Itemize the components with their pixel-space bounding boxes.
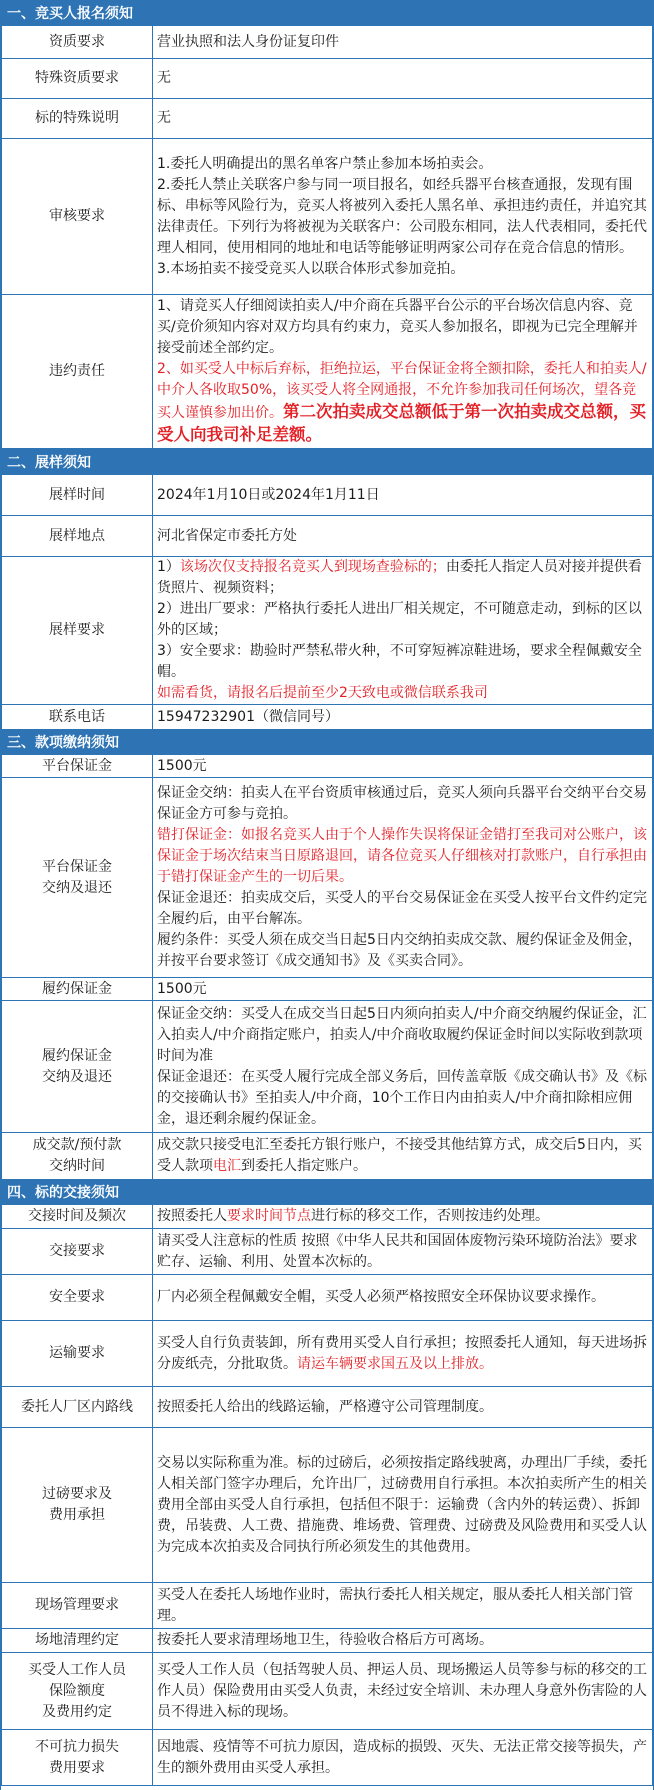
key-line: 交纳及退还: [42, 879, 112, 896]
key-line: 保险额度: [49, 1682, 105, 1699]
item-text: 由委托人指定人员对接并提供看货照片、视频资料；: [157, 559, 642, 596]
row-key: 资质要求: [2, 26, 153, 59]
table-row: [2, 1583, 653, 1629]
row-value: [153, 139, 653, 295]
table-row: [2, 1730, 653, 1786]
table-row: [2, 755, 653, 778]
table-row: [2, 295, 653, 449]
row-key: 场地清理约定: [2, 1629, 153, 1653]
row-key: 交接要求: [2, 1229, 153, 1275]
row-key: [2, 1653, 153, 1730]
table-row: [2, 1428, 653, 1583]
row-key: 履约保证金: [2, 978, 153, 1001]
key-line: 成交款/预付款: [32, 1137, 122, 1153]
performance-deposit-payment: 保证金交纳：买受人在成交当日起5日内须向拍卖人/中介商交纳履约保证金，汇入拍卖人/中介商指定账户，拍卖人/中介商收取履约保证金时间以实际收到款项时间为准: [157, 1005, 647, 1064]
table-row: [2, 26, 653, 59]
row-key: 审核要求: [2, 139, 153, 295]
audit-item-3: 3.本场拍卖不接受竞买人以联合体形式参加竞拍。: [157, 260, 465, 277]
wrong-transfer-note: 错打保证金：如报名竞买人由于个人操作失误将保证金错打至我司对公账户，该保证金于场次结束当日原路退回，请各位竞买人仔细核对打款账户，自行承担由于错打保证金产生的一切后果。: [157, 827, 647, 885]
key-line: 交纳及退还: [42, 1068, 112, 1085]
row-value: 1500元: [153, 978, 653, 1001]
section-title: 三、款项缴纳须知: [7, 734, 119, 751]
viewing-item-3: 3）安全要求：勘验时严禁私带火种，不可穿短裤凉鞋进场，要求全程佩戴安全帽。: [157, 643, 642, 680]
table-row: [2, 705, 653, 730]
section-header-payment: [1, 729, 653, 754]
section-title: 一、竞买人报名须知: [7, 5, 133, 22]
time-node-highlight: 要求时间节点: [227, 1208, 311, 1224]
row-key: [2, 1133, 153, 1180]
key-line: 费用要求: [49, 1759, 105, 1776]
row-key: 标的特殊说明: [2, 99, 153, 139]
viewing-contact-note: 如需看货，请报名后提前至少2天致电或微信联系我司: [157, 685, 488, 701]
row-value: [153, 1321, 653, 1387]
key-line: 履约保证金: [42, 1047, 112, 1064]
section-header-sample-viewing: [1, 449, 653, 474]
table-row: [2, 778, 653, 978]
row-value: [153, 557, 653, 705]
key-line: 平台保证金: [42, 858, 112, 875]
key-line: 买受人工作人员: [28, 1661, 126, 1678]
row-value: [153, 778, 653, 978]
row-value: 买受人在委托人场地作业时，需执行委托人相关规定，服从委托人相关部门管理。: [153, 1583, 653, 1629]
row-key: 委托人厂区内路线: [2, 1387, 153, 1428]
row-value: 买受人工作人员（包括驾驶人员、押运人员、现场搬运人员等参与标的移交的工作人员）保险费用由买受人负责，未经过安全培训、未办理人身意外伤害险的人员不得进入标的现场。: [153, 1653, 653, 1730]
onsite-only-note: 该场次仅支持报名竞买人到现场查验标的；: [179, 559, 446, 575]
value-text: 进行标的移交工作，否则按违约处理。: [311, 1208, 549, 1224]
breach-item-3: 第二次拍卖成交总额低于第一次拍卖成交总额，买受人向我司补足差额。: [157, 402, 646, 444]
row-key: [2, 1730, 153, 1786]
table-row: [2, 59, 653, 99]
table-row: [2, 475, 653, 516]
deposit-refund: 保证金退还：拍卖成交后，买受人的平台交易保证金在买受人按平台文件约定完全履约后，由平台解冻。: [157, 890, 647, 927]
table-row: [2, 1275, 653, 1321]
row-key: 联系电话: [2, 705, 153, 730]
table-row: [2, 1629, 653, 1653]
emission-requirement: 请运车辆要求国五及以上排放。: [297, 1355, 493, 1372]
row-key: 展样要求: [2, 557, 153, 705]
table-row: [2, 1001, 653, 1133]
row-value: 河北省保定市委托方处: [153, 516, 653, 557]
row-value: 无: [153, 99, 653, 139]
viewing-item-2: 2）进出厂要求：严格执行委托人进出厂相关规定，不可随意走动，到标的区以外的区域；: [157, 601, 642, 638]
table-row: [2, 1133, 653, 1180]
deposit-payment: 保证金交纳：拍卖人在平台资质审核通过后，竞买人须向兵器平台交纳平台交易保证金方可参与竞拍。: [157, 785, 647, 822]
table-row: [2, 1321, 653, 1387]
table-row: [2, 1653, 653, 1730]
payment-table: [1, 754, 653, 1180]
breach-item-2: 2、如买受人中标后弃标，拒绝拉运，平台保证金将全额扣除，委托人和拍卖人/中介人各收取50%，该买受人将全网通报，不允许参加我司任何场次，望各竞买人谨慎参加出价。: [157, 361, 647, 421]
value-text: 买受人自行负责装卸，所有费用买受人自行承担；按照委托人通知，每天进场拆分废纸壳，分批取货。: [157, 1334, 647, 1372]
performance-conditions: 履约条件：买受人须在成交当日起5日内交纳拍卖成交款、履约保证金及佣金，并按平台要求签订《成交通知书》及《买卖合同》。: [157, 932, 642, 969]
row-value: 营业执照和法人身份证复印件: [153, 26, 653, 59]
row-value: [153, 295, 653, 449]
audit-item-1: 1.委托人明确提出的黑名单客户禁止参加本场拍卖会。: [157, 155, 493, 172]
contact-phone: 15947232901（微信同号）: [153, 705, 653, 730]
row-value: 请买受人注意标的性质 按照《中华人民共和国固体废物污染环境防治法》要求贮存、运输、利用、处置本次标的。: [153, 1229, 653, 1275]
row-value: 2024年1月10日或2024年1月11日: [153, 475, 653, 516]
row-value: 1500元: [153, 755, 653, 778]
row-key: [2, 1001, 153, 1133]
section-header-handover: [1, 1179, 653, 1204]
row-key: 运输要求: [2, 1321, 153, 1387]
wire-transfer-highlight: 电汇: [213, 1158, 241, 1174]
row-value: 按照委托人给出的线路运输，严格遵守公司管理制度。: [153, 1387, 653, 1428]
table-row: [2, 516, 653, 557]
row-key: 特殊资质要求: [2, 59, 153, 99]
row-key: [2, 1428, 153, 1583]
table-row: [2, 978, 653, 1001]
table-row: [2, 1205, 653, 1229]
value-text: 到委托人指定账户。: [241, 1158, 367, 1174]
table-row: [2, 1387, 653, 1428]
row-value: 厂内必须全程佩戴安全帽，买受人必须严格按照安全环保协议要求操作。: [153, 1275, 653, 1321]
row-value: 按委托人要求清理场地卫生，待验收合格后方可离场。: [153, 1629, 653, 1653]
table-row: [2, 557, 653, 705]
viewing-item-1: [157, 557, 648, 599]
row-value: [153, 1133, 653, 1180]
key-line: 及费用约定: [42, 1703, 112, 1720]
row-key: 交接时间及频次: [2, 1205, 153, 1229]
performance-deposit-refund: 保证金退还：在买受人履行完成全部义务后，回传盖章版《成交确认书》及《标的交接确认书》至拍卖人/中介商，10个工作日内由拍卖人/中介商扣除相应佣金，退还剩余履约保证金。: [157, 1068, 647, 1127]
key-line: 不可抗力损失: [35, 1738, 119, 1755]
row-key: 展样时间: [2, 475, 153, 516]
audit-item-2: 2.委托人禁止关联客户参与同一项目报名，如经兵器平台核查通报，发现有围标、串标等风险行为，竞买人将被列入委托人黑名单、承担违约责任，并追究其法律责任。下列行为将被视为关联客户：公司股东相同，法人代表相同，委托代理人相同，使用相同的地址和电话等能够证明两家公司存在竞合信息的情形。: [157, 176, 647, 256]
section-title: 二、展样须知: [7, 454, 91, 471]
row-key: 安全要求: [2, 1275, 153, 1321]
row-value: 无: [153, 59, 653, 99]
breach-item-1: 1、请竞买人仔细阅读拍卖人/中介商在兵器平台公示的平台场次信息内容、竞买/竞价须知内容对双方均具有约束力，竞买人参加报名，即视为已完全理解并接受前述全部约定。: [157, 298, 638, 356]
row-value: 交易以实际称重为准。标的过磅后，必须按指定路线驶离，办理出厂手续，委托人相关部门签字办理后，允许出厂，过磅费用自行承担。本次拍卖所产生的相关费用全部由买受人自行承担，包括但不限于：运输费（含内外的转运费）、拆卸费，吊装费、人工费、措施费、堆场费、管理费、过磅费及风险费用和买受人认为完成本次拍卖及合同执行所必须发生的其他费用。: [153, 1428, 653, 1583]
row-value: [153, 1001, 653, 1133]
row-value: 因地震、疫情等不可抗力原因，造成标的损毁、灭失、无法正常交接等损失，产生的额外费用由买受人承担。: [153, 1730, 653, 1786]
row-value: [153, 1205, 653, 1229]
row-key: [2, 778, 153, 978]
sample-viewing-table: [1, 474, 653, 730]
row-key: 现场管理要求: [2, 1583, 153, 1629]
value-text: 成交款只接受电汇至委托方银行账户，不接受其他结算方式，成交后5日内，买受人款项: [157, 1137, 642, 1174]
section-title: 四、标的交接须知: [7, 1184, 119, 1201]
table-row: [2, 139, 653, 295]
value-text: 按照委托人: [157, 1208, 227, 1224]
table-row: [2, 1229, 653, 1275]
row-key: 违约责任: [2, 295, 153, 449]
key-line: 过磅要求及: [42, 1486, 112, 1502]
key-line: 交纳时间: [49, 1158, 105, 1174]
section-header-bidder-registration: [1, 0, 653, 25]
row-key: 平台保证金: [2, 755, 153, 778]
item-number: 1）: [157, 559, 180, 575]
row-key: 展样地点: [2, 516, 153, 557]
key-line: 费用承担: [49, 1507, 105, 1523]
bidder-registration-table: [1, 25, 653, 449]
handover-table: [1, 1204, 653, 1786]
table-row: [2, 99, 653, 139]
